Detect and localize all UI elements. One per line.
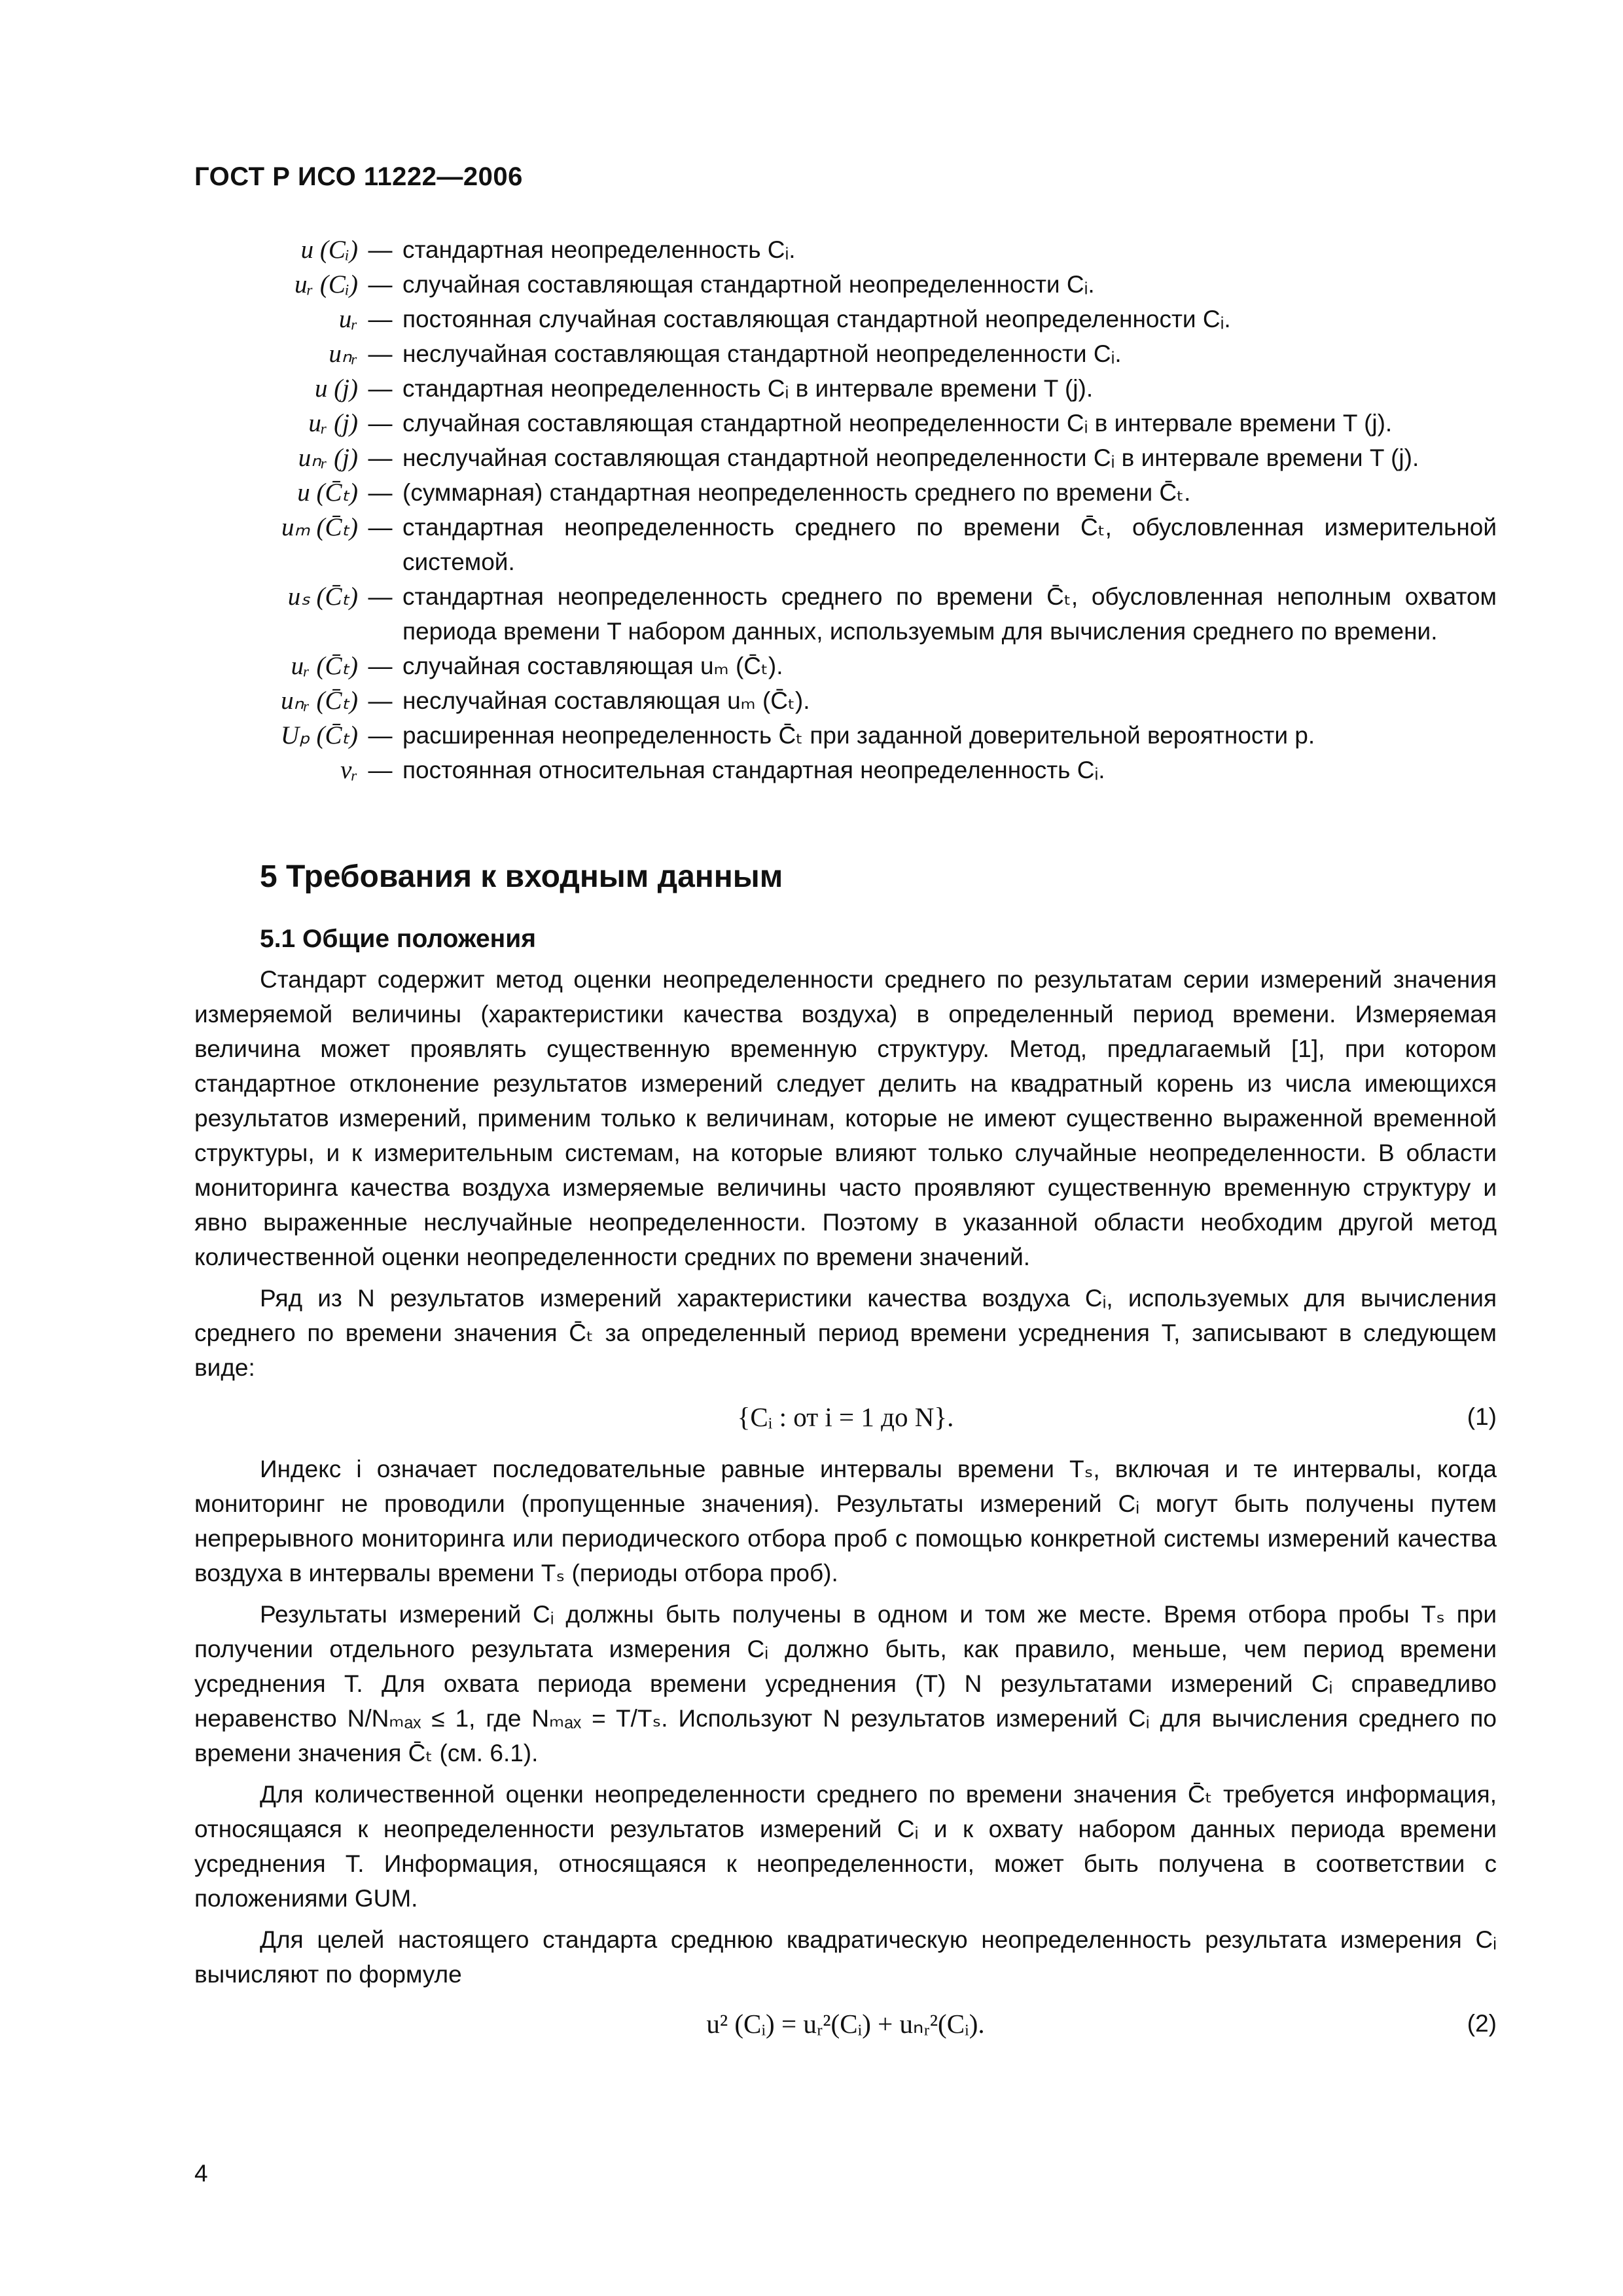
symbol-row <box>194 336 1497 371</box>
symbol-term: uₙᵣ <box>329 340 358 368</box>
symbol-description: неслучайная составляющая uₘ (C̄ₜ). <box>402 687 810 714</box>
symbol-row <box>194 371 1497 406</box>
symbol-term: u (C̄ₜ) <box>297 478 358 507</box>
paragraph: Для количественной оценки неопределенности среднего по времени значения C̄ₜ требуется информация, относящаяся к неопределенности результатов измерений Cᵢ и к охвату набором данных периода времени усреднения T. Информация, относящаяся к неопределенности, может быть получена в соответствии с положениями GUM. <box>194 1781 1497 1912</box>
symbol-description: постоянная случайная составляющая стандартной неопределенности Cᵢ. <box>402 306 1231 332</box>
symbol-term: uₙᵣ (j) <box>298 444 358 472</box>
symbol-row <box>194 267 1497 302</box>
symbol-row <box>194 683 1497 718</box>
formula-number: (1) <box>1467 1403 1497 1430</box>
symbol-description: постоянная относительная стандартная неопределенность Cᵢ. <box>402 757 1105 783</box>
symbol-term: uᵣ (C̄ₜ) <box>291 652 358 680</box>
symbol-description: неслучайная составляющая стандартной неопределенности Cᵢ в интервале времени T (j). <box>402 444 1419 471</box>
symbol-dash: — <box>368 271 393 298</box>
paragraph: Индекс i означает последовательные равные интервалы времени Tₛ, включая и те интервалы, когда мониторинг не проводили (пропущенные значения). Результаты измерений Cᵢ могут быть получены путем непрерывного мониторинга или периодического отбора проб с помощью конкретной системы измерений качества воздуха в интервалы времени Tₛ (периоды отбора проб). <box>194 1456 1497 1587</box>
symbol-dash: — <box>368 236 393 263</box>
paragraph: Для целей настоящего стандарта среднюю квадратическую неопределенность результата измерения Cᵢ вычисляют по формуле <box>194 1926 1497 1988</box>
formula-expression: u² (Cᵢ) = uᵣ²(Cᵢ) + uₙᵣ²(Cᵢ). <box>706 2009 985 2039</box>
symbol-description: случайная составляющая стандартной неопределенности Cᵢ. <box>402 271 1095 298</box>
symbol-description: стандартная неопределенность Cᵢ. <box>402 236 796 263</box>
symbol-term: uₘ (C̄ₜ) <box>281 513 358 541</box>
formula-1 <box>194 1391 1497 1443</box>
symbol-row <box>194 406 1497 440</box>
symbol-row <box>194 232 1497 267</box>
symbol-description: стандартная неопределенность среднего по времени C̄ₜ, обусловленная неполным охватом периода времени T набором данных, используемым для вычисления среднего по времени. <box>402 583 1497 645</box>
symbol-row <box>194 649 1497 683</box>
symbol-description: (суммарная) стандартная неопределенность среднего по времени C̄ₜ. <box>402 479 1191 506</box>
symbol-dash: — <box>368 583 393 610</box>
symbol-list <box>194 232 1497 787</box>
symbol-row <box>194 510 1497 579</box>
formula-expression: {Cᵢ : от i = 1 до N}. <box>737 1402 954 1432</box>
symbol-dash: — <box>368 514 393 541</box>
symbol-term: uᵣ (j) <box>308 409 358 437</box>
symbol-dash: — <box>368 757 393 783</box>
symbol-row <box>194 440 1497 475</box>
symbol-description: неслучайная составляющая стандартной неопределенности Cᵢ. <box>402 340 1122 367</box>
paragraph: Результаты измерений Cᵢ должны быть получены в одном и том же месте. Время отбора пробы Tₛ при получении отдельного результата измерения Cᵢ должно быть, как правило, меньше, чем период времени усреднения T. Для охвата периода времени усреднения (T) N результатами измерений Cᵢ справедливо неравенство N/Nₘₐₓ ≤ 1, где Nₘₐₓ = T/Tₛ. Используют N результатов измерений Cᵢ для вычисления среднего по времени значения C̄ₜ (см. 6.1). <box>194 1601 1497 1767</box>
symbol-dash: — <box>368 653 393 679</box>
symbol-term: uᵣ (Cᵢ) <box>294 270 358 298</box>
symbol-dash: — <box>368 410 393 437</box>
paragraph: Ряд из N результатов измерений характеристики качества воздуха Cᵢ, используемых для вычисления среднего по времени значения C̄ₜ за определенный период времени усреднения T, записывают в следующем виде: <box>194 1285 1497 1381</box>
paragraph: Стандарт содержит метод оценки неопределенности среднего по результатам серии измерений значения измеряемой величины (характеристики качества воздуха) в определенный период времени. Измеряемая величина может проявлять существенную временную структуру. Метод, предлагаемый [1], при котором стандартное отклонение результатов измерений следует делить на квадратный корень из числа имеющихся результатов измерений, применим только к величинам, которые не имеют существенно выраженной временной структуры, и к измерительным системам, на которые влияют только случайные неопределенности. В области мониторинга качества воздуха измеряемые величины часто проявляют существенную временную структуру и явно выраженные неслучайные неопределенности. Поэтому в указанной области необходим другой метод количественной оценки неопределенности средних по времени значений. <box>194 966 1497 1270</box>
symbol-term: uᵣ <box>338 305 358 333</box>
formula-number: (2) <box>1467 2010 1497 2037</box>
subsection-heading: 5.1 Общие положения <box>260 925 536 953</box>
symbol-term: Uₚ (C̄ₜ) <box>280 721 358 749</box>
symbol-row <box>194 579 1497 649</box>
formula-2 <box>194 1998 1497 2049</box>
section-heading: 5 Требования к входным данным <box>260 859 783 894</box>
symbol-term: uₙᵣ (C̄ₜ) <box>281 687 358 715</box>
main-text <box>194 962 1497 2058</box>
symbol-dash: — <box>368 687 393 714</box>
page-number: 4 <box>194 2160 208 2187</box>
symbol-dash: — <box>368 375 393 402</box>
symbol-description: случайная составляющая стандартной неопределенности Cᵢ в интервале времени T (j). <box>402 410 1393 437</box>
symbol-description: стандартная неопределенность среднего по времени C̄ₜ, обусловленная измерительной системой. <box>402 514 1497 575</box>
symbol-dash: — <box>368 306 393 332</box>
symbol-row <box>194 718 1497 753</box>
symbol-dash: — <box>368 479 393 506</box>
symbol-row <box>194 302 1497 336</box>
symbol-description: расширенная неопределенность C̄ₜ при заданной доверительной вероятности p. <box>402 722 1315 749</box>
document-header: ГОСТ Р ИСО 11222—2006 <box>194 162 523 191</box>
symbol-term: uₛ (C̄ₜ) <box>287 583 358 611</box>
symbol-row <box>194 753 1497 787</box>
symbol-dash: — <box>368 444 393 471</box>
symbol-term: vᵣ <box>340 756 358 784</box>
symbol-dash: — <box>368 722 393 749</box>
symbol-description: случайная составляющая uₘ (C̄ₜ). <box>402 653 783 679</box>
symbol-description: стандартная неопределенность Cᵢ в интервале времени T (j). <box>402 375 1094 402</box>
symbol-row <box>194 475 1497 510</box>
symbol-dash: — <box>368 340 393 367</box>
symbol-term: u (j) <box>314 374 358 403</box>
symbol-term: u (Cᵢ) <box>300 236 358 264</box>
